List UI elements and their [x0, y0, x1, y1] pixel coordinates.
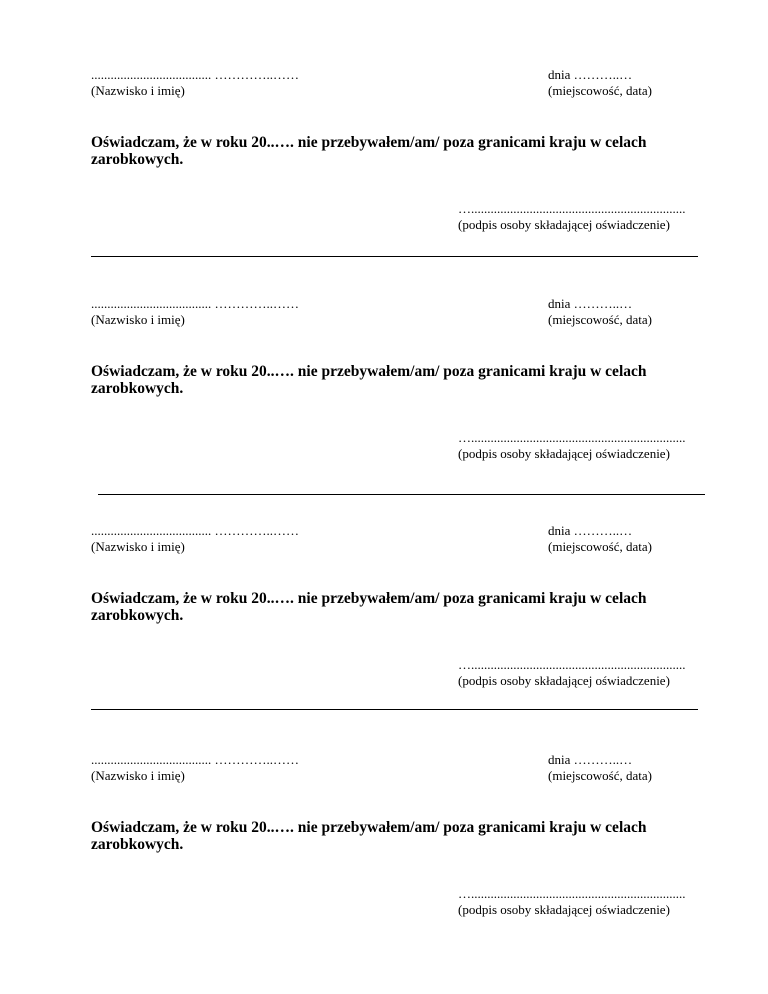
declaration-statement: Oświadczam, że w roku 20..…. nie przebywałem/am/ poza granicami kraju w celach zarobkowych.: [91, 134, 647, 168]
signature-fill-line[interactable]: …..................................................................: [458, 886, 686, 901]
declaration-statement: Oświadczam, że w roku 20..…. nie przebywałem/am/ poza granicami kraju w celach zarobkowych.: [91, 590, 647, 624]
declaration-block-4: [0, 752, 768, 952]
name-fill-line[interactable]: ..................................... …………..……: [91, 296, 299, 311]
name-caption: (Nazwisko i imię): [91, 83, 185, 98]
declaration-block-1: [0, 67, 768, 267]
cut-separator-line: [98, 494, 705, 495]
cut-separator-line: [91, 709, 698, 710]
date-fill-line[interactable]: dnia ………..…: [548, 752, 633, 767]
signature-caption: (podpis osoby składającej oświadczenie): [458, 902, 670, 917]
name-caption: (Nazwisko i imię): [91, 539, 185, 554]
name-fill-line[interactable]: ..................................... …………..……: [91, 67, 299, 82]
date-caption: (miejscowość, data): [548, 312, 652, 327]
signature-fill-line[interactable]: …..................................................................: [458, 657, 686, 672]
signature-caption: (podpis osoby składającej oświadczenie): [458, 446, 670, 461]
name-caption: (Nazwisko i imię): [91, 768, 185, 783]
signature-caption: (podpis osoby składającej oświadczenie): [458, 217, 670, 232]
signature-fill-line[interactable]: …..................................................................: [458, 201, 686, 216]
date-caption: (miejscowość, data): [548, 83, 652, 98]
declaration-statement: Oświadczam, że w roku 20..…. nie przebywałem/am/ poza granicami kraju w celach zarobkowych.: [91, 363, 647, 397]
declaration-block-3: [0, 523, 768, 723]
date-fill-line[interactable]: dnia ………..…: [548, 67, 633, 82]
signature-caption: (podpis osoby składającej oświadczenie): [458, 673, 670, 688]
date-caption: (miejscowość, data): [548, 539, 652, 554]
signature-fill-line[interactable]: …..................................................................: [458, 430, 686, 445]
declaration-block-2: [0, 296, 768, 496]
name-fill-line[interactable]: ..................................... …………..……: [91, 523, 299, 538]
name-caption: (Nazwisko i imię): [91, 312, 185, 327]
date-caption: (miejscowość, data): [548, 768, 652, 783]
cut-separator-line: [91, 256, 698, 257]
name-fill-line[interactable]: ..................................... …………..……: [91, 752, 299, 767]
declaration-statement: Oświadczam, że w roku 20..…. nie przebywałem/am/ poza granicami kraju w celach zarobkowych.: [91, 819, 647, 853]
date-fill-line[interactable]: dnia ………..…: [548, 296, 633, 311]
date-fill-line[interactable]: dnia ………..…: [548, 523, 633, 538]
